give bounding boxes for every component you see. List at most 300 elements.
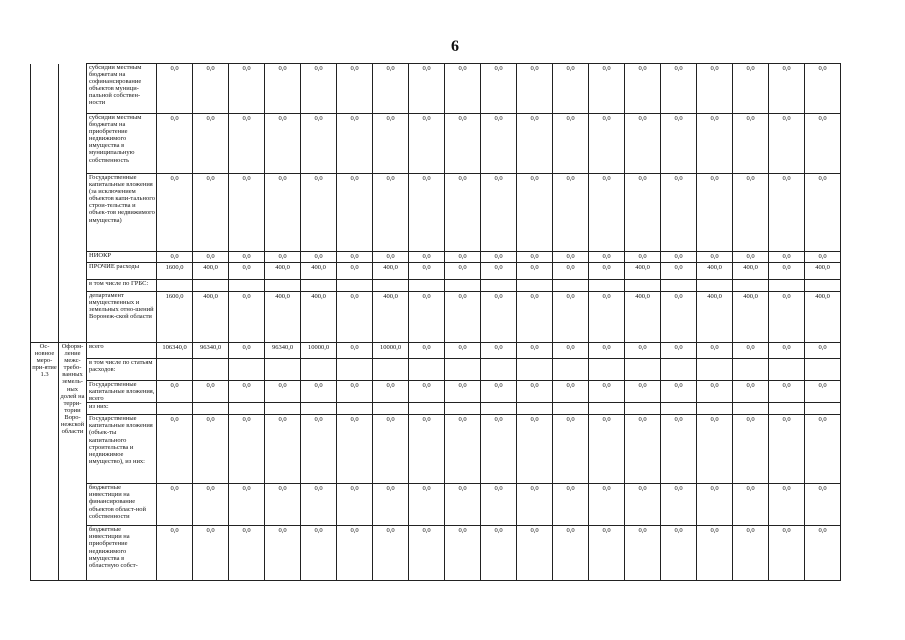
value-cell: 0,0 bbox=[553, 292, 589, 343]
value-cell: 0,0 bbox=[517, 64, 553, 114]
value-cell: 0,0 bbox=[301, 381, 337, 403]
row-group-cell bbox=[59, 252, 87, 263]
value-cell: 0,0 bbox=[733, 381, 769, 403]
value-cell: 0,0 bbox=[769, 484, 805, 526]
value-cell: 0,0 bbox=[553, 484, 589, 526]
value-cell bbox=[589, 280, 625, 292]
value-cell: 0,0 bbox=[661, 252, 697, 263]
table-row bbox=[31, 252, 841, 263]
value-cell bbox=[445, 403, 481, 415]
value-cell: 0,0 bbox=[229, 415, 265, 484]
value-cell bbox=[193, 403, 229, 415]
value-cell bbox=[409, 280, 445, 292]
value-cell: 0,0 bbox=[157, 526, 193, 581]
value-cell bbox=[553, 359, 589, 381]
row-group-cell bbox=[59, 174, 87, 252]
value-cell bbox=[589, 359, 625, 381]
value-cell: 0,0 bbox=[661, 292, 697, 343]
value-cell: 0,0 bbox=[481, 114, 517, 174]
value-cell: 0,0 bbox=[733, 415, 769, 484]
value-cell: 0,0 bbox=[517, 381, 553, 403]
value-cell: 0,0 bbox=[229, 114, 265, 174]
value-cell: 0,0 bbox=[661, 415, 697, 484]
table-row bbox=[31, 174, 841, 252]
value-cell bbox=[337, 403, 373, 415]
value-cell bbox=[229, 403, 265, 415]
value-cell: 0,0 bbox=[409, 381, 445, 403]
value-cell: 0,0 bbox=[481, 484, 517, 526]
value-cell: 0,0 bbox=[373, 64, 409, 114]
value-cell: 0,0 bbox=[337, 381, 373, 403]
value-cell: 0,0 bbox=[157, 381, 193, 403]
value-cell bbox=[481, 403, 517, 415]
value-cell bbox=[337, 359, 373, 381]
value-cell: 0,0 bbox=[625, 526, 661, 581]
value-cell: 0,0 bbox=[697, 174, 733, 252]
value-cell: 0,0 bbox=[769, 64, 805, 114]
value-cell: 0,0 bbox=[157, 174, 193, 252]
value-cell: 0,0 bbox=[769, 526, 805, 581]
value-cell: 400,0 bbox=[625, 292, 661, 343]
value-cell: 10000,0 bbox=[301, 343, 337, 359]
value-cell: 0,0 bbox=[481, 381, 517, 403]
table-row bbox=[31, 403, 841, 415]
value-cell: 0,0 bbox=[481, 263, 517, 280]
value-cell: 0,0 bbox=[661, 114, 697, 174]
value-cell: 0,0 bbox=[301, 174, 337, 252]
value-cell: 0,0 bbox=[769, 381, 805, 403]
value-cell: 0,0 bbox=[661, 343, 697, 359]
value-cell: 0,0 bbox=[229, 526, 265, 581]
value-cell: 0,0 bbox=[697, 64, 733, 114]
value-cell: 0,0 bbox=[517, 343, 553, 359]
expense-item-label: субсидии местным бюджетам на софинансирование объектов муници-пальной собствен-ности bbox=[87, 64, 157, 114]
value-cell: 0,0 bbox=[589, 64, 625, 114]
value-cell: 0,0 bbox=[301, 526, 337, 581]
value-cell: 0,0 bbox=[445, 292, 481, 343]
value-cell: 96340,0 bbox=[193, 343, 229, 359]
value-cell: 0,0 bbox=[157, 484, 193, 526]
expense-item-label: бюджетные инвестиции на финансирование объектов област-ной собственности bbox=[87, 484, 157, 526]
value-cell: 0,0 bbox=[301, 484, 337, 526]
value-cell: 0,0 bbox=[661, 174, 697, 252]
value-cell: 0,0 bbox=[769, 114, 805, 174]
value-cell bbox=[445, 280, 481, 292]
value-cell: 0,0 bbox=[481, 343, 517, 359]
value-cell bbox=[625, 280, 661, 292]
value-cell: 0,0 bbox=[805, 64, 841, 114]
value-cell: 0,0 bbox=[409, 174, 445, 252]
value-cell bbox=[697, 359, 733, 381]
value-cell: 10000,0 bbox=[373, 343, 409, 359]
value-cell: 0,0 bbox=[661, 484, 697, 526]
row-group-cell bbox=[31, 114, 59, 174]
table-row bbox=[31, 359, 841, 381]
value-cell: 0,0 bbox=[445, 343, 481, 359]
value-cell: 0,0 bbox=[661, 64, 697, 114]
expense-item-label: в том числе по ГРБС: bbox=[87, 280, 157, 292]
value-cell: 0,0 bbox=[517, 415, 553, 484]
row-group-cell bbox=[59, 263, 87, 280]
value-cell: 0,0 bbox=[625, 64, 661, 114]
value-cell: 0,0 bbox=[733, 526, 769, 581]
value-cell: 0,0 bbox=[517, 526, 553, 581]
value-cell bbox=[193, 280, 229, 292]
value-cell: 0,0 bbox=[589, 174, 625, 252]
row-group-cell bbox=[59, 292, 87, 343]
value-cell: 0,0 bbox=[337, 484, 373, 526]
value-cell: 0,0 bbox=[553, 343, 589, 359]
value-cell bbox=[661, 403, 697, 415]
value-cell: 0,0 bbox=[229, 64, 265, 114]
value-cell: 400,0 bbox=[265, 292, 301, 343]
value-cell: 0,0 bbox=[193, 114, 229, 174]
value-cell: 0,0 bbox=[733, 484, 769, 526]
value-cell: 0,0 bbox=[337, 415, 373, 484]
value-cell bbox=[157, 280, 193, 292]
value-cell: 0,0 bbox=[265, 415, 301, 484]
table-row bbox=[31, 64, 841, 114]
value-cell: 0,0 bbox=[229, 252, 265, 263]
value-cell: 0,0 bbox=[193, 526, 229, 581]
value-cell: 0,0 bbox=[517, 174, 553, 252]
value-cell: 0,0 bbox=[445, 174, 481, 252]
value-cell: 0,0 bbox=[373, 252, 409, 263]
row-group-cell bbox=[31, 263, 59, 280]
value-cell bbox=[301, 403, 337, 415]
value-cell: 0,0 bbox=[445, 381, 481, 403]
value-cell: 0,0 bbox=[265, 252, 301, 263]
value-cell: 0,0 bbox=[265, 174, 301, 252]
value-cell: 0,0 bbox=[589, 114, 625, 174]
row-group-cell bbox=[59, 64, 87, 114]
expense-item-label: департамент имущественных и земельных отно-шений Воронеж-ской области bbox=[87, 292, 157, 343]
value-cell: 0,0 bbox=[697, 343, 733, 359]
expense-item-label: Государственные капитальные вложения (за исключением объектов капи-тального строи-тельства и объек-тов недвижимого имущества) bbox=[87, 174, 157, 252]
value-cell bbox=[445, 359, 481, 381]
value-cell bbox=[805, 359, 841, 381]
value-cell: 0,0 bbox=[589, 263, 625, 280]
budget-table bbox=[30, 63, 841, 581]
value-cell: 400,0 bbox=[697, 263, 733, 280]
value-cell bbox=[409, 359, 445, 381]
value-cell: 0,0 bbox=[265, 114, 301, 174]
expense-item-label: Государственные капитальные вложения (объек-ты капитального строительства и недвижимое имущество), из них: bbox=[87, 415, 157, 484]
expense-item-label: ПРОЧИЕ расходы bbox=[87, 263, 157, 280]
value-cell bbox=[661, 359, 697, 381]
value-cell: 400,0 bbox=[301, 263, 337, 280]
value-cell: 0,0 bbox=[373, 415, 409, 484]
value-cell: 0,0 bbox=[265, 526, 301, 581]
value-cell: 0,0 bbox=[409, 415, 445, 484]
value-cell: 96340,0 bbox=[265, 343, 301, 359]
value-cell bbox=[193, 359, 229, 381]
value-cell: 0,0 bbox=[769, 343, 805, 359]
value-cell: 0,0 bbox=[697, 526, 733, 581]
value-cell: 0,0 bbox=[589, 252, 625, 263]
value-cell bbox=[265, 359, 301, 381]
value-cell: 0,0 bbox=[157, 252, 193, 263]
value-cell: 0,0 bbox=[805, 343, 841, 359]
main-activity-label: Ос-новное меро-при-ятие 1.3 bbox=[31, 343, 59, 581]
value-cell bbox=[157, 359, 193, 381]
value-cell: 400,0 bbox=[373, 292, 409, 343]
value-cell: 0,0 bbox=[553, 114, 589, 174]
page-number: 6 bbox=[451, 38, 459, 55]
value-cell: 400,0 bbox=[193, 292, 229, 343]
value-cell: 0,0 bbox=[157, 415, 193, 484]
expense-item-label: Государственные капитальные вложения, всего bbox=[87, 381, 157, 403]
value-cell bbox=[625, 359, 661, 381]
value-cell: 0,0 bbox=[733, 64, 769, 114]
value-cell bbox=[805, 403, 841, 415]
activity-name: Оформ-ление межс-требо-ванных земель-ных долей на терри-тории Воро-нежской области bbox=[59, 343, 87, 581]
value-cell: 0,0 bbox=[373, 174, 409, 252]
value-cell: 0,0 bbox=[697, 381, 733, 403]
value-cell: 0,0 bbox=[481, 292, 517, 343]
value-cell: 0,0 bbox=[337, 174, 373, 252]
table-row bbox=[31, 280, 841, 292]
expense-item-label: бюджетные инвестиции на приобретение недвижимого имущества в областную собст- bbox=[87, 526, 157, 581]
value-cell: 0,0 bbox=[625, 484, 661, 526]
value-cell: 0,0 bbox=[229, 343, 265, 359]
value-cell: 0,0 bbox=[229, 381, 265, 403]
value-cell: 400,0 bbox=[193, 263, 229, 280]
value-cell: 0,0 bbox=[409, 343, 445, 359]
value-cell: 0,0 bbox=[805, 174, 841, 252]
value-cell: 0,0 bbox=[409, 263, 445, 280]
value-cell: 0,0 bbox=[481, 415, 517, 484]
row-group-cell bbox=[59, 114, 87, 174]
value-cell bbox=[661, 280, 697, 292]
value-cell: 400,0 bbox=[697, 292, 733, 343]
table-row bbox=[31, 526, 841, 581]
value-cell: 0,0 bbox=[157, 114, 193, 174]
table-row bbox=[31, 114, 841, 174]
expense-item-label: всего bbox=[87, 343, 157, 359]
value-cell bbox=[733, 403, 769, 415]
row-group-cell bbox=[31, 64, 59, 114]
value-cell: 0,0 bbox=[445, 526, 481, 581]
value-cell: 0,0 bbox=[481, 252, 517, 263]
value-cell: 0,0 bbox=[769, 252, 805, 263]
value-cell: 0,0 bbox=[517, 252, 553, 263]
value-cell: 0,0 bbox=[193, 484, 229, 526]
value-cell: 0,0 bbox=[589, 343, 625, 359]
value-cell: 0,0 bbox=[373, 484, 409, 526]
value-cell bbox=[229, 280, 265, 292]
value-cell: 400,0 bbox=[805, 292, 841, 343]
value-cell: 0,0 bbox=[445, 114, 481, 174]
value-cell bbox=[373, 280, 409, 292]
value-cell: 0,0 bbox=[805, 484, 841, 526]
value-cell: 0,0 bbox=[409, 484, 445, 526]
value-cell: 0,0 bbox=[589, 415, 625, 484]
value-cell: 0,0 bbox=[589, 381, 625, 403]
value-cell: 0,0 bbox=[373, 114, 409, 174]
value-cell: 0,0 bbox=[805, 114, 841, 174]
value-cell: 1600,0 bbox=[157, 263, 193, 280]
value-cell: 400,0 bbox=[805, 263, 841, 280]
value-cell bbox=[769, 403, 805, 415]
value-cell bbox=[517, 280, 553, 292]
value-cell bbox=[769, 359, 805, 381]
value-cell: 0,0 bbox=[517, 263, 553, 280]
value-cell bbox=[481, 280, 517, 292]
value-cell bbox=[229, 359, 265, 381]
value-cell: 0,0 bbox=[193, 252, 229, 263]
value-cell: 0,0 bbox=[409, 526, 445, 581]
value-cell: 0,0 bbox=[229, 263, 265, 280]
value-cell bbox=[409, 403, 445, 415]
value-cell: 0,0 bbox=[661, 263, 697, 280]
value-cell: 400,0 bbox=[625, 263, 661, 280]
value-cell: 0,0 bbox=[337, 292, 373, 343]
value-cell: 0,0 bbox=[553, 381, 589, 403]
value-cell bbox=[301, 280, 337, 292]
table-row bbox=[31, 343, 841, 359]
value-cell: 0,0 bbox=[553, 252, 589, 263]
value-cell: 0,0 bbox=[589, 292, 625, 343]
value-cell bbox=[733, 359, 769, 381]
value-cell: 400,0 bbox=[301, 292, 337, 343]
value-cell: 0,0 bbox=[337, 526, 373, 581]
expense-item-label: субсидии местным бюджетам на приобретение недвижимого имущества в муниципальную собственность bbox=[87, 114, 157, 174]
row-group-cell bbox=[31, 174, 59, 252]
value-cell: 0,0 bbox=[553, 526, 589, 581]
value-cell: 0,0 bbox=[697, 252, 733, 263]
value-cell: 400,0 bbox=[265, 263, 301, 280]
value-cell: 0,0 bbox=[193, 381, 229, 403]
value-cell: 0,0 bbox=[805, 381, 841, 403]
value-cell: 400,0 bbox=[733, 292, 769, 343]
value-cell: 0,0 bbox=[409, 252, 445, 263]
value-cell bbox=[517, 403, 553, 415]
value-cell: 0,0 bbox=[733, 252, 769, 263]
value-cell: 0,0 bbox=[697, 484, 733, 526]
table-row bbox=[31, 381, 841, 403]
value-cell: 0,0 bbox=[445, 64, 481, 114]
table-row bbox=[31, 484, 841, 526]
table-row bbox=[31, 292, 841, 343]
value-cell: 0,0 bbox=[805, 252, 841, 263]
value-cell bbox=[589, 403, 625, 415]
value-cell: 0,0 bbox=[589, 526, 625, 581]
value-cell: 0,0 bbox=[337, 263, 373, 280]
value-cell: 0,0 bbox=[769, 174, 805, 252]
value-cell: 0,0 bbox=[553, 415, 589, 484]
row-group-cell bbox=[31, 252, 59, 263]
value-cell: 0,0 bbox=[193, 415, 229, 484]
value-cell: 0,0 bbox=[265, 484, 301, 526]
value-cell: 0,0 bbox=[553, 263, 589, 280]
value-cell: 0,0 bbox=[229, 174, 265, 252]
value-cell: 0,0 bbox=[265, 64, 301, 114]
value-cell: 0,0 bbox=[697, 114, 733, 174]
value-cell: 0,0 bbox=[625, 381, 661, 403]
value-cell: 0,0 bbox=[553, 64, 589, 114]
value-cell: 0,0 bbox=[625, 343, 661, 359]
value-cell: 0,0 bbox=[445, 252, 481, 263]
value-cell bbox=[769, 280, 805, 292]
value-cell: 0,0 bbox=[517, 484, 553, 526]
value-cell: 0,0 bbox=[481, 64, 517, 114]
value-cell: 0,0 bbox=[517, 114, 553, 174]
value-cell: 0,0 bbox=[337, 114, 373, 174]
value-cell: 0,0 bbox=[229, 292, 265, 343]
value-cell: 0,0 bbox=[589, 484, 625, 526]
expense-item-label: из них: bbox=[87, 403, 157, 415]
row-group-cell bbox=[31, 292, 59, 343]
value-cell: 0,0 bbox=[409, 114, 445, 174]
expense-item-label: НИОКР bbox=[87, 252, 157, 263]
value-cell bbox=[265, 280, 301, 292]
value-cell: 0,0 bbox=[625, 252, 661, 263]
value-cell: 0,0 bbox=[265, 381, 301, 403]
value-cell: 0,0 bbox=[229, 484, 265, 526]
value-cell: 0,0 bbox=[625, 114, 661, 174]
value-cell: 0,0 bbox=[337, 252, 373, 263]
value-cell bbox=[373, 403, 409, 415]
value-cell bbox=[157, 403, 193, 415]
value-cell: 0,0 bbox=[301, 64, 337, 114]
value-cell bbox=[265, 403, 301, 415]
value-cell: 0,0 bbox=[769, 415, 805, 484]
value-cell: 0,0 bbox=[769, 292, 805, 343]
value-cell bbox=[733, 280, 769, 292]
value-cell: 0,0 bbox=[409, 64, 445, 114]
value-cell: 0,0 bbox=[193, 64, 229, 114]
value-cell: 0,0 bbox=[805, 415, 841, 484]
value-cell: 1600,0 bbox=[157, 292, 193, 343]
value-cell: 0,0 bbox=[301, 252, 337, 263]
value-cell bbox=[517, 359, 553, 381]
value-cell: 0,0 bbox=[337, 64, 373, 114]
row-group-cell bbox=[59, 280, 87, 292]
value-cell: 0,0 bbox=[301, 114, 337, 174]
value-cell: 0,0 bbox=[517, 292, 553, 343]
value-cell: 400,0 bbox=[733, 263, 769, 280]
value-cell: 0,0 bbox=[301, 415, 337, 484]
value-cell: 0,0 bbox=[625, 174, 661, 252]
value-cell: 0,0 bbox=[625, 415, 661, 484]
value-cell: 0,0 bbox=[697, 415, 733, 484]
value-cell: 0,0 bbox=[157, 64, 193, 114]
value-cell bbox=[805, 280, 841, 292]
value-cell bbox=[625, 403, 661, 415]
value-cell: 0,0 bbox=[445, 263, 481, 280]
value-cell bbox=[337, 280, 373, 292]
value-cell: 0,0 bbox=[337, 343, 373, 359]
value-cell: 0,0 bbox=[481, 526, 517, 581]
value-cell bbox=[481, 359, 517, 381]
value-cell: 0,0 bbox=[553, 174, 589, 252]
value-cell: 0,0 bbox=[373, 526, 409, 581]
value-cell: 0,0 bbox=[733, 114, 769, 174]
value-cell: 0,0 bbox=[409, 292, 445, 343]
value-cell: 0,0 bbox=[481, 174, 517, 252]
value-cell bbox=[553, 280, 589, 292]
row-group-cell bbox=[31, 280, 59, 292]
expense-item-label: в том числе по статьям расходов: bbox=[87, 359, 157, 381]
value-cell: 0,0 bbox=[661, 526, 697, 581]
value-cell: 106340,0 bbox=[157, 343, 193, 359]
value-cell: 400,0 bbox=[373, 263, 409, 280]
value-cell bbox=[373, 359, 409, 381]
value-cell bbox=[301, 359, 337, 381]
value-cell: 0,0 bbox=[733, 174, 769, 252]
value-cell bbox=[553, 403, 589, 415]
